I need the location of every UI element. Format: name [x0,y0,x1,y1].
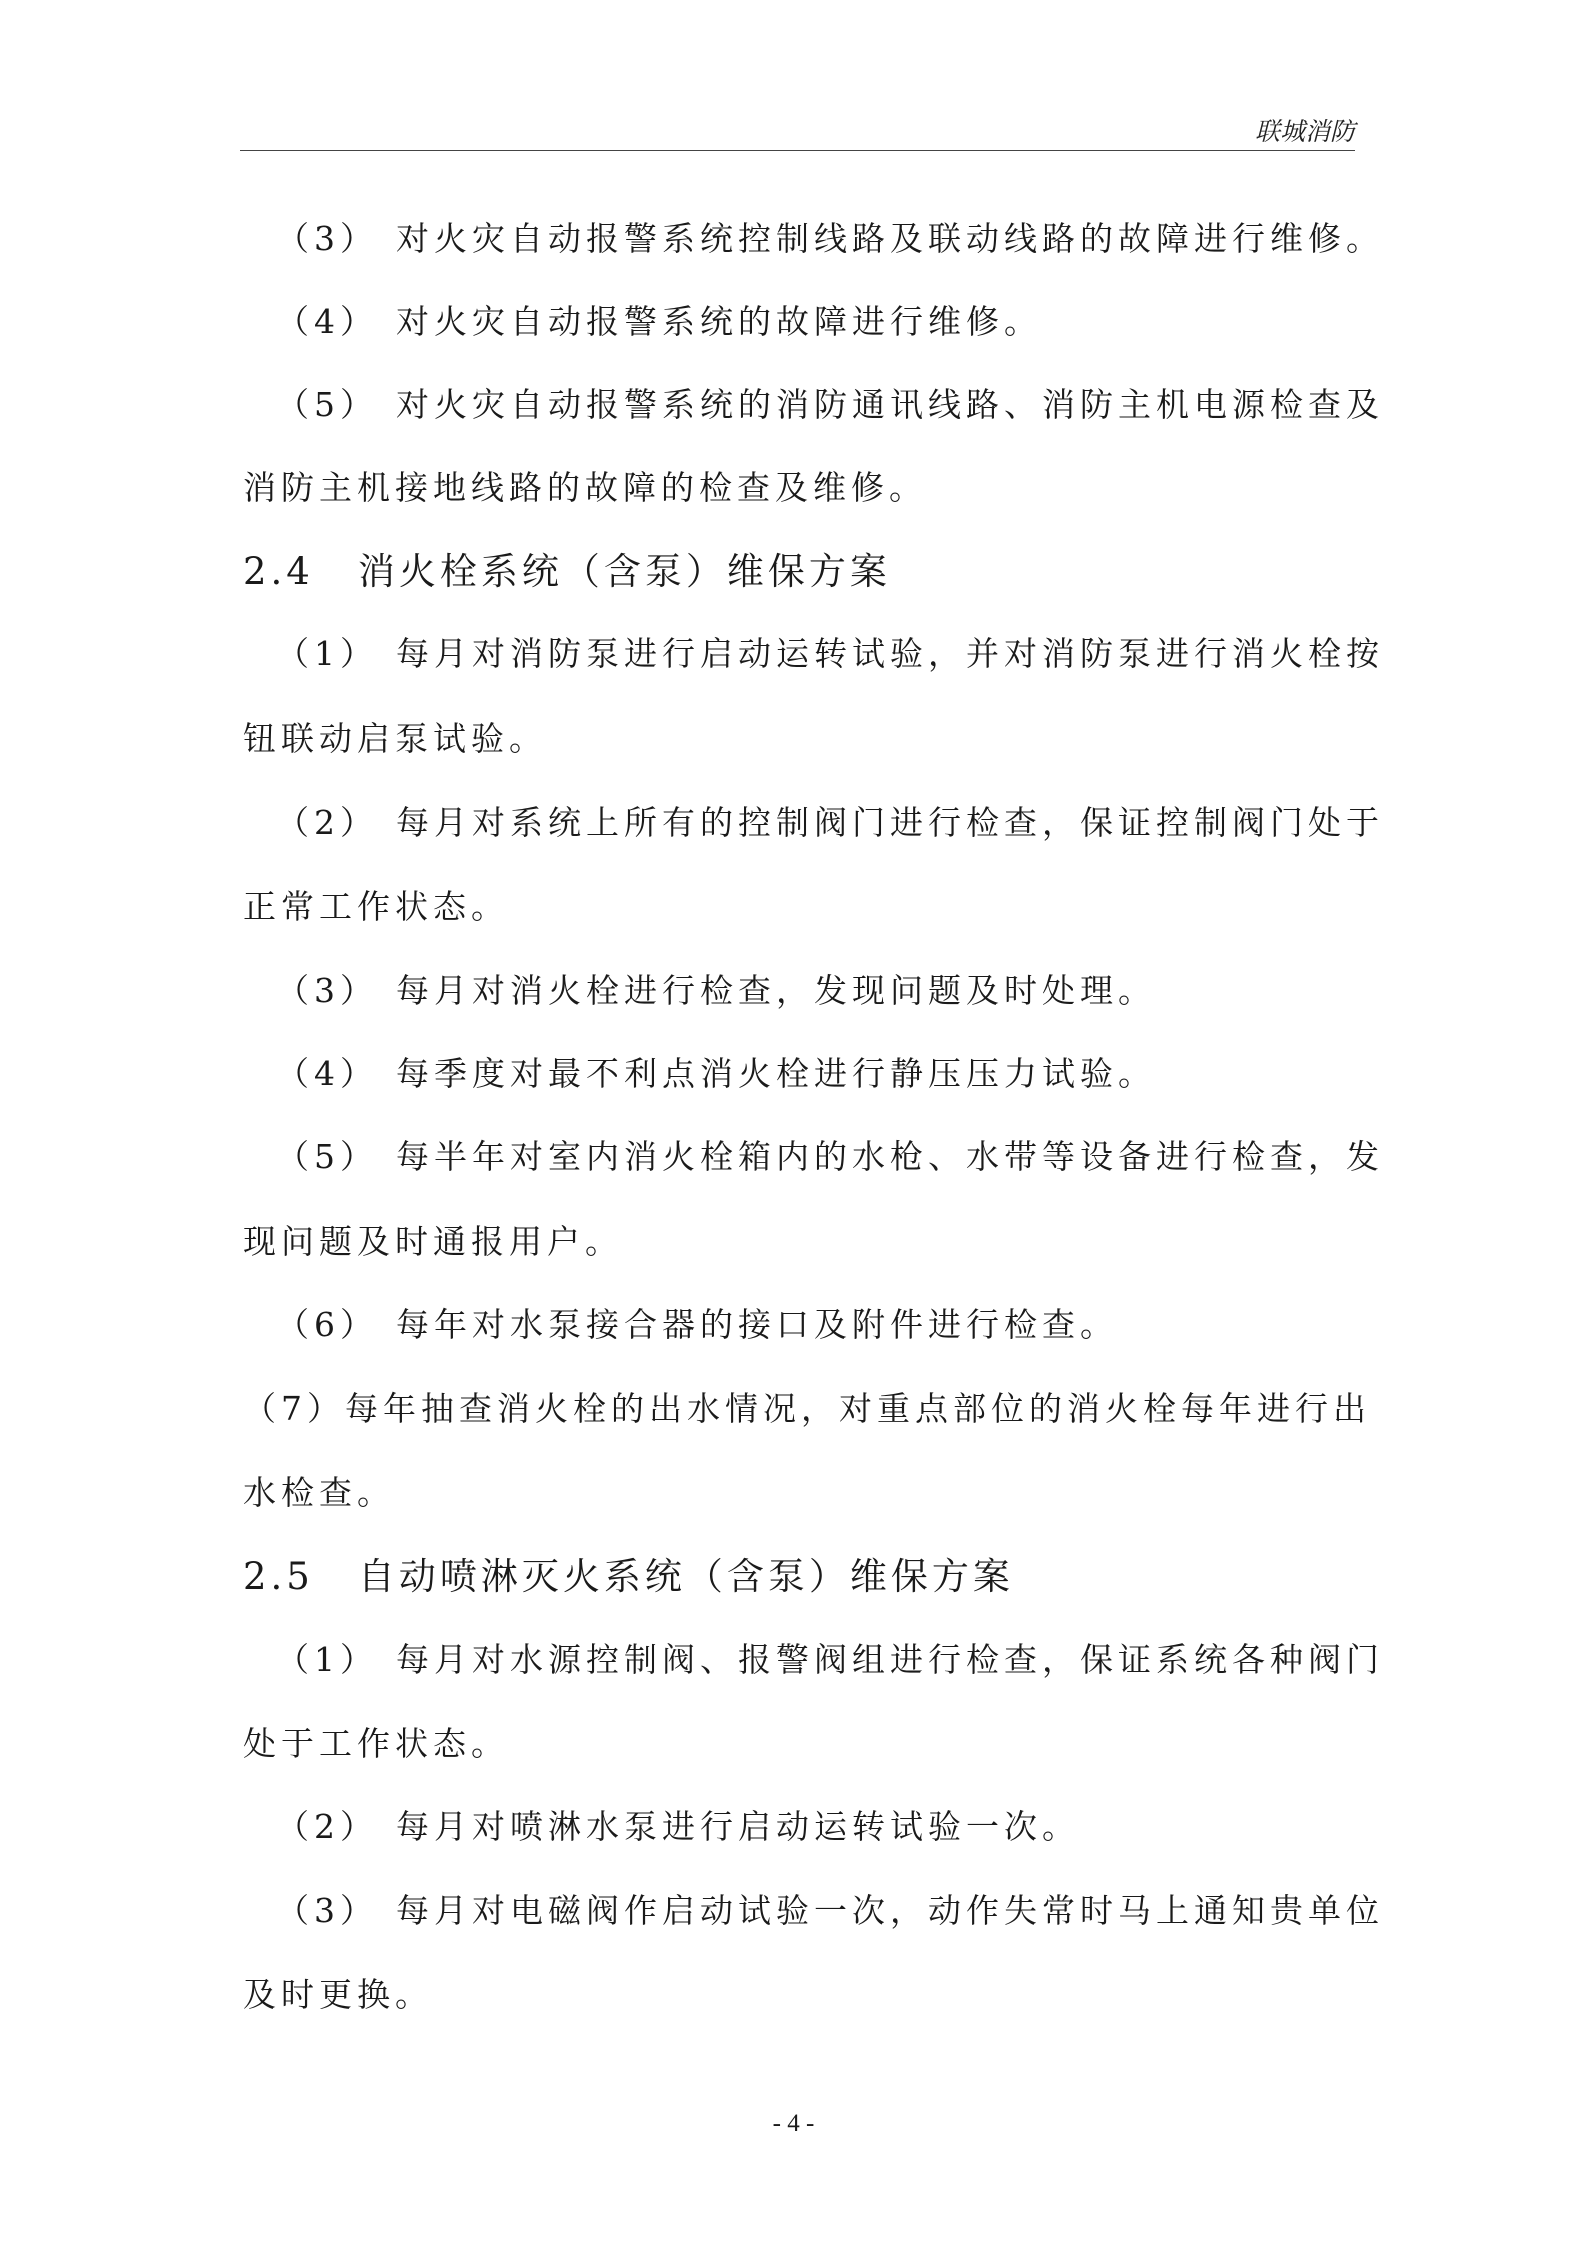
item-number: （1） [276,634,378,673]
item-number: （3） [276,971,378,1010]
list-item [276,1807,1080,1846]
item-number: （5） [276,385,378,424]
item-continuation: 处于工作状态。 [243,1724,509,1763]
list-item [276,634,1384,673]
item-number: （5） [276,1137,378,1176]
item-text: 每月对水源控制阀、报警阀组进行检查，保证系统各种阀门 [396,1640,1384,1679]
section-heading [243,1555,1014,1598]
section-title: 自动喷淋灭火系统（含泵）维保方案 [357,1555,1014,1598]
item-text: 每半年对室内消火栓箱内的水枪、水带等设备进行检查，发 [396,1137,1384,1176]
item-continuation: 正常工作状态。 [243,887,509,926]
item-text: 每季度对最不利点消火栓进行静压压力试验。 [396,1054,1156,1093]
item-number: （2） [276,803,378,842]
list-item: （7）每年抽查消火栓的出水情况，对重点部位的消火栓每年进行出 [243,1389,1371,1428]
item-number: （4） [276,302,378,341]
section-number: 2.4 [243,550,314,593]
list-item [276,1891,1384,1930]
item-number: （6） [276,1305,378,1344]
item-text: 每年对水泵接合器的接口及附件进行检查。 [396,1305,1118,1344]
item-continuation: 及时更换。 [243,1975,433,2014]
item-text: 每月对消防泵进行启动运转试验，并对消防泵进行消火栓按 [396,634,1384,673]
list-item [276,302,1042,341]
list-item [276,803,1384,842]
item-text: 每月对消火栓进行检查，发现问题及时处理。 [396,971,1156,1010]
item-number: （1） [276,1640,378,1679]
section-number: 2.5 [243,1555,314,1598]
item-number: （2） [276,1807,378,1846]
item-number: （4） [276,1054,378,1093]
list-item [276,1054,1156,1093]
item-continuation: 钮联动启泵试验。 [243,719,547,758]
header-divider [240,150,1355,151]
list-item [276,385,1384,424]
page-number: - 4 - [772,2110,815,2137]
item-continuation: 水检查。 [243,1473,395,1512]
item-text: 对火灾自动报警系统的故障进行维修。 [396,302,1042,341]
section-heading [243,550,891,593]
item-number: （3） [276,1891,378,1930]
item-continuation: 消防主机接地线路的故障的检查及维修。 [243,468,927,507]
list-item [276,1305,1118,1344]
section-title: 消火栓系统（含泵）维保方案 [357,550,891,593]
item-text: 对火灾自动报警系统控制线路及联动线路的故障进行维修。 [396,219,1384,258]
item-continuation: 现问题及时通报用户。 [243,1222,623,1261]
item-text: 每月对系统上所有的控制阀门进行检查，保证控制阀门处于 [396,803,1384,842]
list-item [276,219,1384,258]
item-text: 每月对电磁阀作启动试验一次，动作失常时马上通知贵单位 [396,1891,1384,1930]
item-text: 每月对喷淋水泵进行启动运转试验一次。 [396,1807,1080,1846]
item-text: 对火灾自动报警系统的消防通讯线路、消防主机电源检查及 [396,385,1384,424]
list-item [276,1137,1384,1176]
list-item [276,971,1156,1010]
list-item [276,1640,1384,1679]
item-number: （3） [276,219,378,258]
header-title: 联城消防 [1254,117,1355,146]
